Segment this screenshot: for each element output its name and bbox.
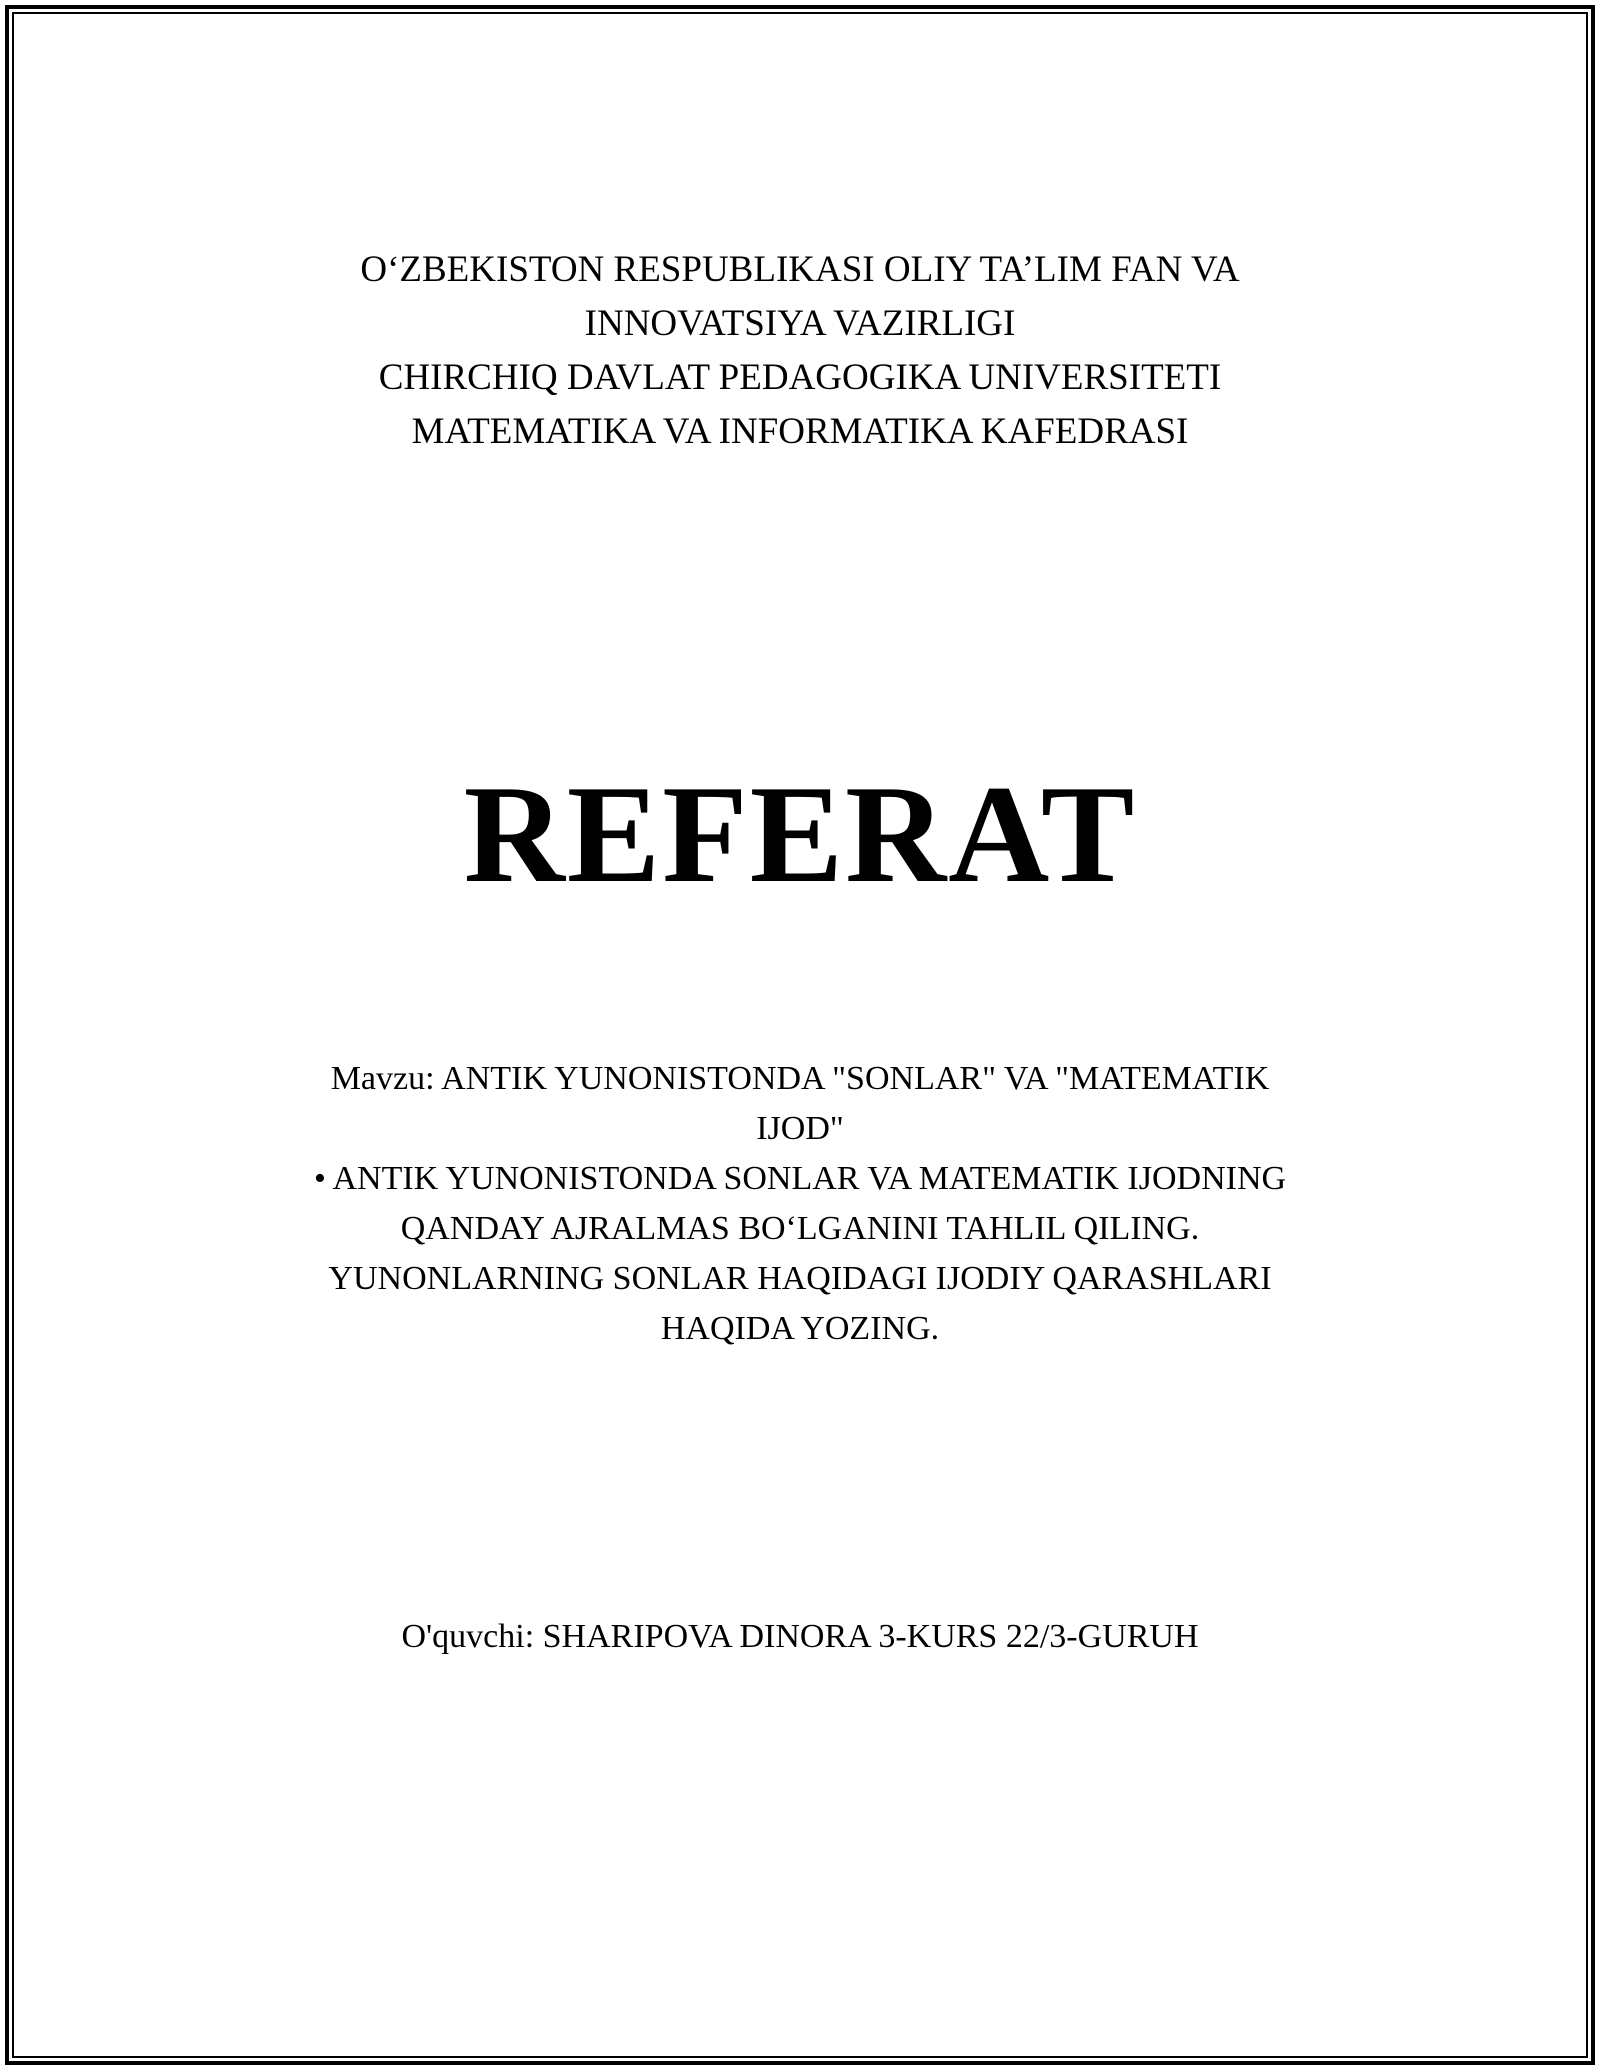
header-line-university: CHIRCHIQ DAVLAT PEDAGOGIKA UNIVERSITETI xyxy=(378,357,1222,398)
header-line-ministry-2: INNOVATSIYA VAZIRLIGI xyxy=(584,303,1016,344)
topic-line: Mavzu: ANTIK YUNONISTONDA "SONLAR" VA "MATEMATIK xyxy=(330,1060,1270,1097)
header-line-department: MATEMATIKA VA INFORMATIKA KAFEDRASI xyxy=(411,411,1189,452)
institution-header xyxy=(0,243,1600,459)
topic-line: HAQIDA YOZING. xyxy=(660,1310,940,1347)
student-info: O'quvchi: SHARIPOVA DINORA 3-KURS 22/3-GURUH xyxy=(401,1618,1199,1655)
topic-line: YUNONLARNING SONLAR HAQIDAGI IJODIY QARASHLARI xyxy=(328,1260,1272,1297)
topic-block xyxy=(250,1054,1350,1354)
topic-line: QANDAY AJRALMAS BO‘LGANINI TAHLIL QILING. xyxy=(400,1210,1200,1247)
document-title: REFERAT xyxy=(463,757,1137,912)
topic-line: IJOD" xyxy=(756,1110,844,1147)
topic-line: • ANTIK YUNONISTONDA SONLAR VA MATEMATIK IJODNING xyxy=(313,1160,1287,1197)
header-line-ministry-1: O‘ZBEKISTON RESPUBLIKASI OLIY TA’LIM FAN VA xyxy=(360,249,1240,290)
